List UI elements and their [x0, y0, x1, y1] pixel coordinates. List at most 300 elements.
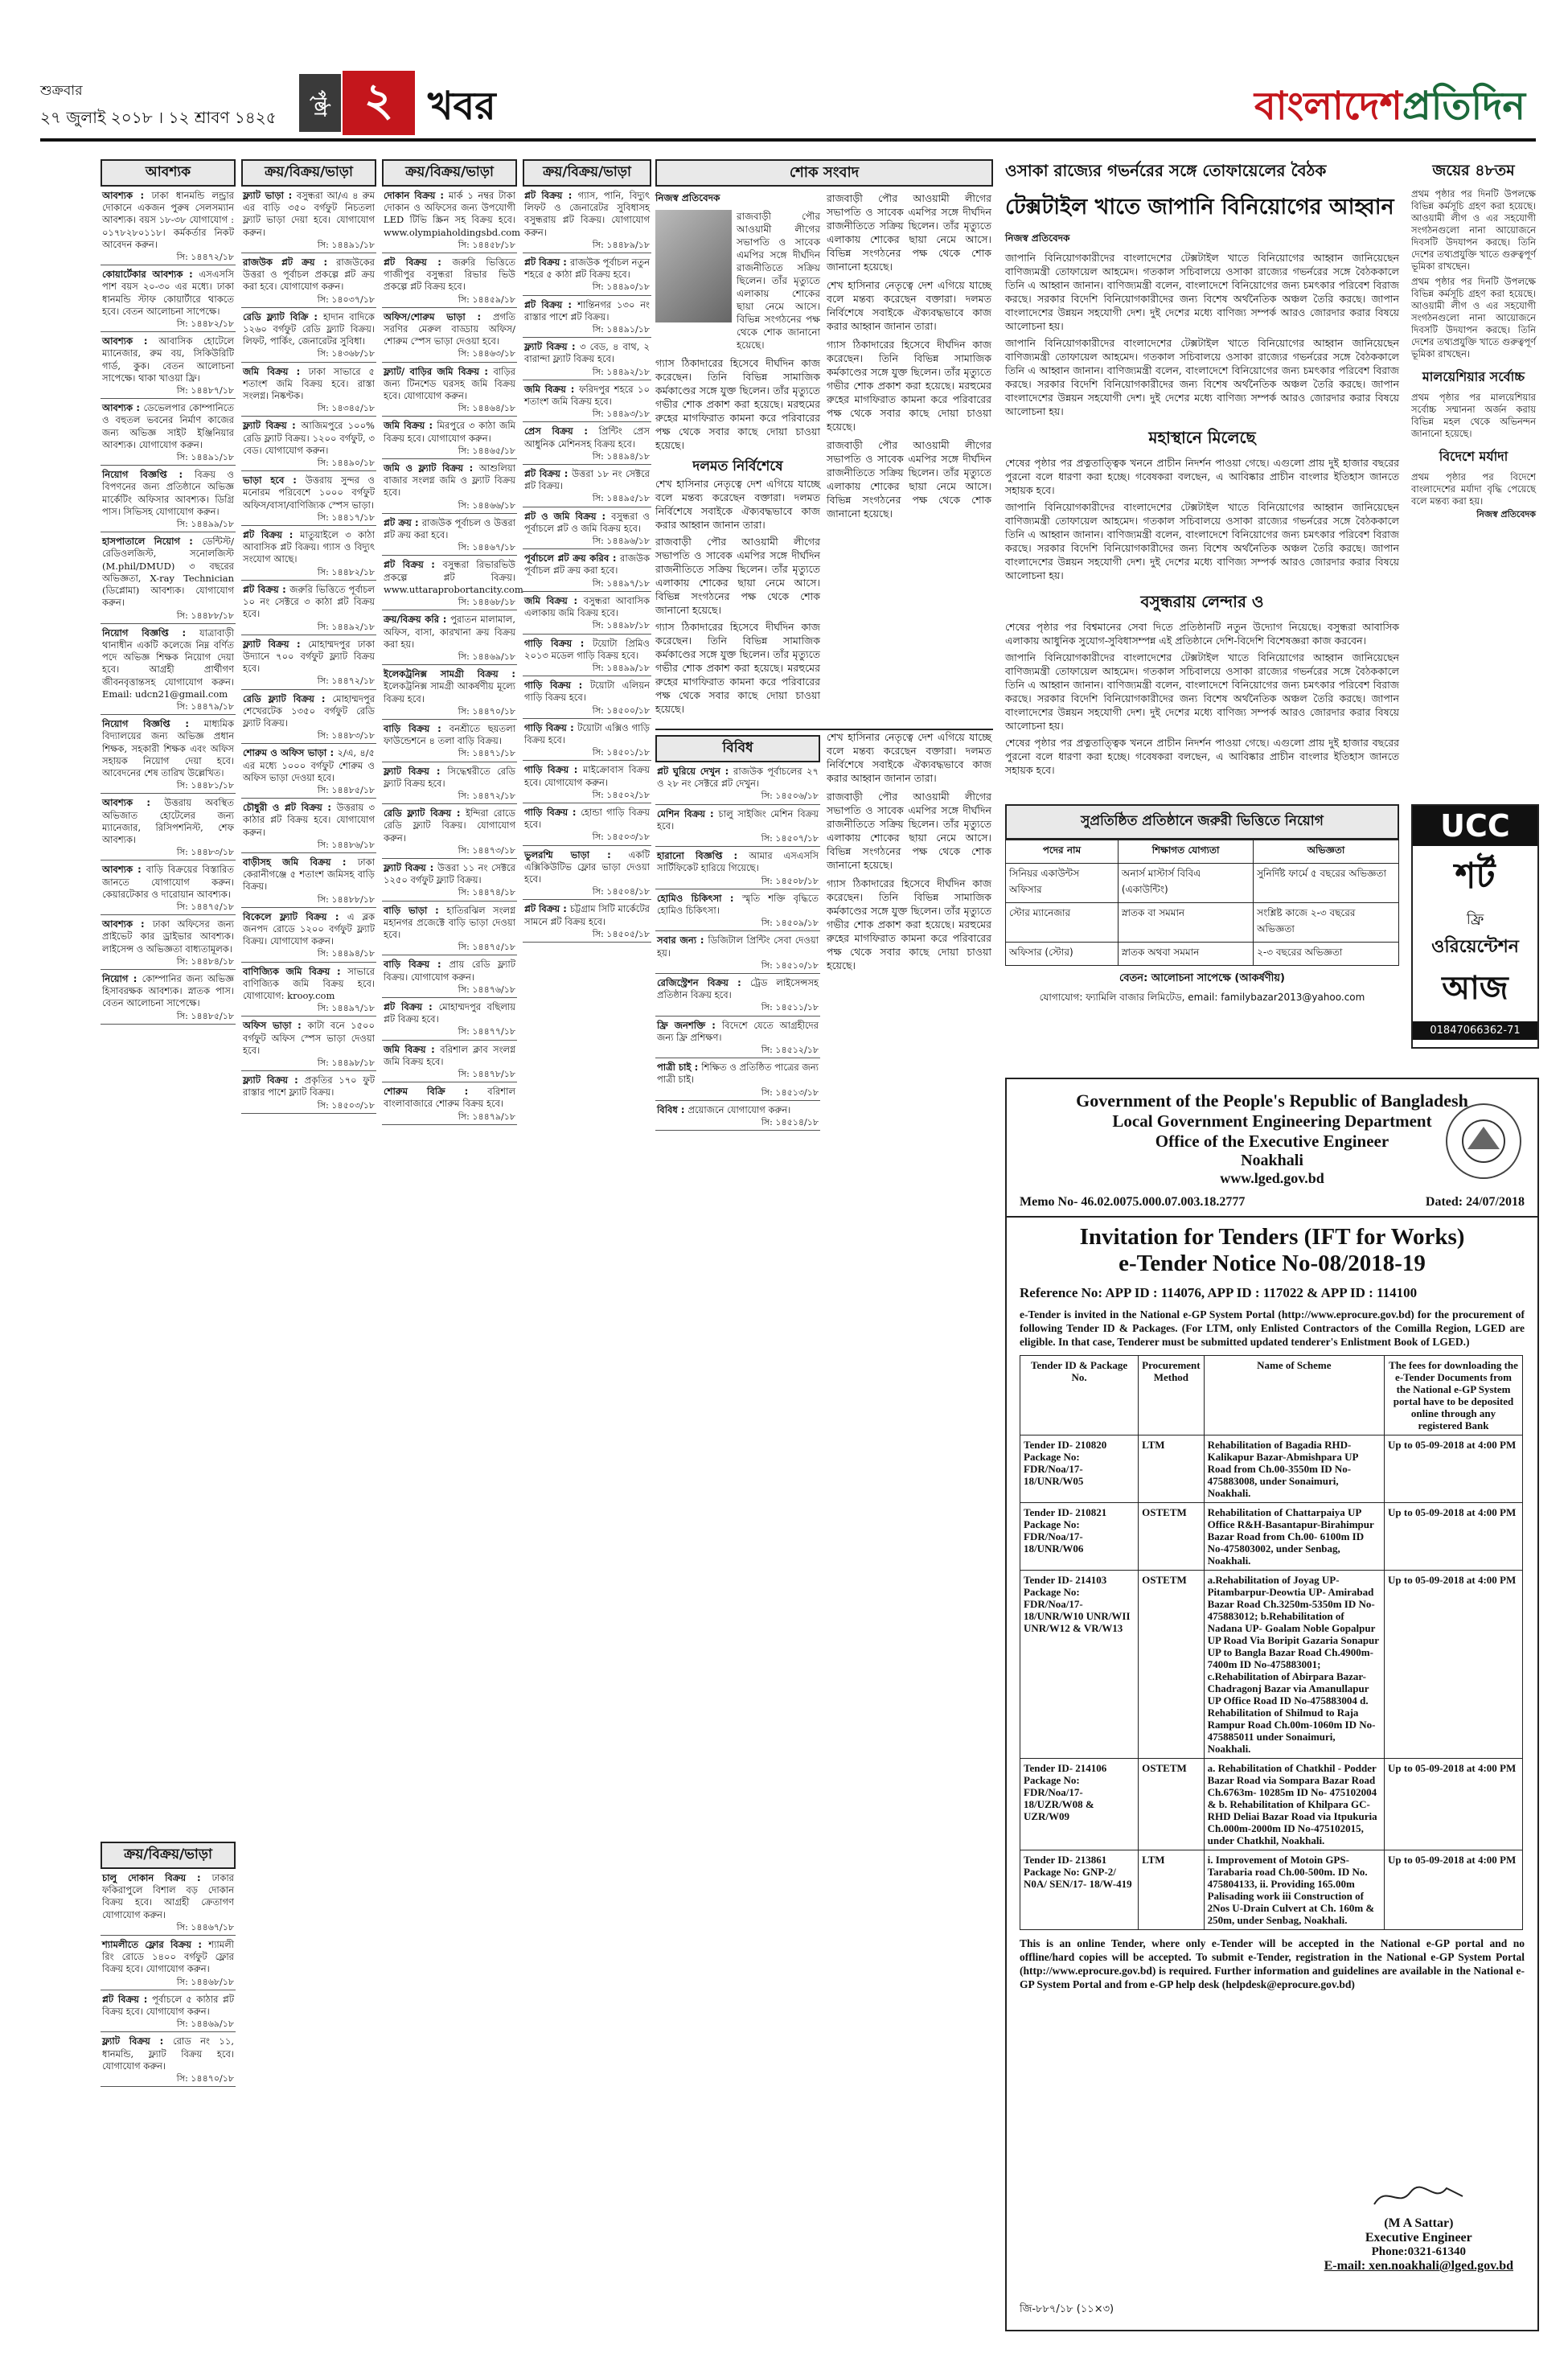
ad-text: বসুন্ধরা আবাসিক এলাকায় জমি বিক্রয় হবে।: [524, 594, 650, 619]
ad-ref: সি: ১৪৪৭২/১৮: [458, 790, 515, 801]
ad-ref: সি: ১৪০৩৭/১৮: [317, 294, 375, 305]
ad-lead: ইলেকট্রনিক্স সামগ্রী বিক্রয় :: [384, 668, 515, 680]
ad-ref: সি: ১৪৫০০/১৮: [592, 704, 650, 716]
day-of-week: শুক্রবার: [40, 83, 83, 99]
ad-text: ২/এ, ৪/৫ এর মধ্যে ১০০০ বর্গফুট শোরুম ও অফিস ভাড়া দেওয়া হবে।: [243, 747, 375, 783]
ad-lead: প্লট বিক্রয় :: [384, 1000, 439, 1012]
vacancy-cell: ২-৩ বছরের অভিজ্ঞতা: [1254, 943, 1399, 966]
classified-ad: [523, 380, 651, 423]
ad-lead: প্লট বিক্রয় :: [524, 298, 578, 310]
ad-lead: রেজিস্ট্রেশন বিক্রয় :: [657, 977, 750, 989]
ad-lead: প্লট বিক্রয় :: [384, 257, 453, 269]
classified-ad: [101, 265, 236, 332]
classified-ad: [101, 915, 236, 970]
obituary-col2-text3: গ্যাস ঠিকাদারের হিসেবে দীর্ঘদিন কাজ করেছেন। তিনি বিভিন্ন সামাজিক কর্মকাণ্ডের সঙ্গে যুক্ত ছিলেন। তাঁর মৃত্যুতে গভীর শোক প্রকাশ করা হয়েছে। মরহুমের রুহের মাগফিরাত কামনা করে পরিবারের পক্ষ থেকে সবার কাছে দোয়া চাওয়া হয়েছে।: [827, 339, 991, 433]
lged-logo: [1446, 1103, 1521, 1179]
coaching-phone: 01847066362-71: [1413, 1021, 1537, 1040]
ad-text: ইলেকট্রনিক্স সামগ্রী আকর্ষণীয় মূল্যে বিক্রয় হবে।: [384, 680, 515, 704]
tender-phone: Phone:0321-61340: [1371, 2245, 1467, 2258]
ad-text: পূর্বাচলে ৫ কাঠার প্লট বিক্রয় হবে। যোগাযোগ করুন।: [102, 1993, 235, 2018]
classified-ad: [241, 581, 376, 635]
ad-ref: সি: ১৪৪৯৭/১৮: [317, 1003, 375, 1014]
tender-cell: LTM: [1139, 1850, 1204, 1930]
classified-ad: [241, 853, 376, 908]
ad-ref: সি: ১৪৪৬৬/১৮: [458, 499, 515, 511]
classified-list: [382, 187, 523, 1125]
classified-ad: [382, 804, 517, 859]
ad-ref: সি: ১৪৫১৪/১৮: [761, 1117, 819, 1128]
ad-text: টয়োটা এলিয়ন গাড়ি বিক্রয় হবে।: [524, 680, 650, 704]
ad-ref: সি: ১৪৪৭২/১৮: [176, 252, 234, 263]
tender-cell: Tender ID- 210820 Package No: FDR/Noa/17-18/UNR/W05: [1020, 1435, 1139, 1503]
classified-list: [101, 1869, 236, 2087]
ad-text: ডেন্টিস্ট/রেডিওলজিস্ট, সনোলজিস্ট (M.phil/DMUD) ৩ বছরের অভিজ্ঞতা, X-ray Technician (ডিপ্লোমা) আবশ্যক। যোগাযোগ করুন।: [102, 536, 234, 609]
classified-ad: [655, 931, 820, 974]
ad-lead: ফ্ল্যাট ভাড়া :: [243, 190, 297, 201]
tender-cell: Tender ID- 214106 Package No: FDR/Noa/17-18/UZR/W08 & UZR/W09: [1020, 1759, 1139, 1850]
classified-ad: [241, 963, 376, 1017]
ad-lead: বাড়ি বিক্রয় :: [384, 959, 449, 971]
classified-ad: [101, 715, 236, 794]
ad-text: বসুন্ধরা আ/এ ৪ রুম এর বাড়ি ৩৫০ বর্গফুট নিচতলা ফ্ল্যাট ভাড়া দেয়া হবে। যোগাযোগ করুন।: [243, 190, 375, 238]
ad-ref: সি: ১৪৪৭৩/১৮: [458, 844, 515, 856]
ad-text: চট্টগ্রাম সিটি মার্কেটের সামনে প্লট বিক্রয় হবে।: [524, 903, 650, 927]
vacancy-header: পদের নাম: [1006, 840, 1119, 864]
ad-ref: সি: ১৪৫০৩/১৮: [592, 832, 650, 843]
logo-part-a: বাংলাদেশ: [1254, 84, 1402, 129]
ad-text: উত্তরা ১৮ নং সেক্টরে প্লট বিক্রয়।: [524, 468, 651, 492]
coaching-line4: আজ: [1442, 970, 1508, 1007]
ad-lead: আবশ্যক :: [102, 918, 153, 930]
vacancy-header: শিক্ষাগত যোগ্যতা: [1118, 840, 1253, 864]
ad-text: শিক্ষিত ও প্রতিষ্ঠিত পাত্রের জন্য পাত্রী চাই।: [657, 1062, 819, 1086]
lead-byline: নিজস্ব প্রতিবেদক: [1005, 232, 1070, 244]
tender-cell: Tender ID- 214103 Package No: FDR/Noa/17-18/UNR/W10 UNR/WII UNR/W12 & VR/W13: [1020, 1571, 1139, 1759]
issue-date: ২৭ জুলাই ২০১৮ । ১২ শ্রাবণ ১৪২৫: [40, 108, 277, 127]
classified-ad: [101, 794, 236, 860]
ad-ref: সি: ১৪৪৮১/১৮: [176, 780, 234, 791]
ad-text: বনশ্রীতে ছয়তলা ফাউন্ডেশনে ৪ তলা বাড়ি বিক্রয়।: [384, 722, 515, 747]
classified-ad: [241, 526, 376, 581]
classified-ad: [382, 902, 517, 956]
tender-cell: Rehabilitation of Chattarpaiya UP Office R&H-Basantapur-Birahimpur Bazar Road from Ch.00- 6100m ID No-475803002, under Senbag, Noakhali.: [1204, 1503, 1384, 1571]
subsection-text-cont2: গ্যাস ঠিকাদারের হিসেবে দীর্ঘদিন কাজ করেছেন। তিনি বিভিন্ন সামাজিক কর্মকাণ্ডের সঙ্গে যুক্ত ছিলেন। তাঁর মৃত্যুতে গভীর শোক প্রকাশ করা হয়েছে। মরহুমের রুহের মাগফিরাত কামনা করে পরিবারের পক্ষ থেকে সবার কাছে দোয়া চাওয়া হয়েছে।: [655, 621, 820, 715]
tender-title1: Invitation for Tenders (IFT for Works): [1079, 1224, 1465, 1250]
ad-ref: সি: ১৪৪৯০/১৮: [592, 281, 650, 293]
ad-ref: সি: ১৪৪৯২/১৮: [592, 366, 650, 377]
classified-ad: [382, 363, 517, 417]
ad-ref: সি: ১৪৪৮৮/১৮: [176, 610, 234, 621]
classified-ad: [241, 690, 376, 745]
classified-ad: [101, 332, 236, 399]
ad-ref: সি: ১৪৪৬৯/১৮: [176, 2019, 234, 2030]
ad-lead: গাড়ি বিক্রয় :: [524, 680, 590, 692]
ad-text: মিরপুরে ৩ কাঠা জমি বিক্রয় হবে। যোগাযোগ করুন।: [384, 420, 515, 444]
ad-text: ইন্দিরা রোডে রেডি ফ্ল্যাট বিক্রয়। যোগাযোগ করুন।: [384, 807, 515, 844]
basundhara-text: শেষের পৃষ্ঠার পর বিশ্বমানের সেবা দিতে প্রতিষ্ঠানটি নতুন উদ্যোগ নিয়েছে। বসুন্ধরা আবাসিক এলাকায় আধুনিক সুযোগ-সুবিধাসম্পন্ন এই প্রতিষ্ঠানে দেশি-বিদেশি বিশেষজ্ঞরা কাজ করবেন।: [1005, 621, 1399, 647]
ad-ref: সি: ১৪৪৭৬/১৮: [458, 984, 515, 995]
tender-dept: Local Government Engineering Department: [1112, 1111, 1432, 1131]
coaching-line1: শর্ট: [1455, 856, 1496, 897]
ad-lead: গাড়ি বিক্রয় :: [524, 721, 578, 733]
classified-column-3: [382, 159, 523, 1125]
tender-notice: [1005, 1078, 1539, 2331]
ad-lead: হোমিও চিকিৎসা :: [657, 892, 742, 904]
ad-ref: সি: ১৪৪৬৭/১৮: [176, 1921, 234, 1932]
ad-text: যাত্রাবাড়ী থানাধীন একটি কলেজে নিম্ন বর্ণিত পদে অভিজ্ঞ শিক্ষক নিয়োগ দেয়া হবে। আগ্রহী প্রার্থীগণ জীবনবৃত্তান্তসহ যোগাযোগ করুন। Email: udcn21@gmail.com: [102, 626, 234, 700]
classified-ad: [241, 908, 376, 963]
ad-lead: নিয়োগ :: [102, 972, 142, 984]
ad-ref: সি: ১৪৫০৬/১৮: [761, 791, 819, 802]
ad-ref: সি: ১৪৪৭৪/১৮: [458, 887, 515, 898]
ad-text: পুরাতন মালামাল, অফিস, বাসা, কারখানা ক্রয় বিক্রয় করা হয়।: [384, 614, 515, 650]
ad-text: মোহাম্মদপুর ঢাকা উদ্যানে ৭০০ বর্গফুট ফ্ল্যাট বিক্রয় হবে।: [243, 638, 375, 675]
ad-lead: প্লট ক্রয় :: [384, 516, 422, 528]
ad-ref: সি: ১৪৪৬৫/১৮: [458, 445, 515, 456]
lead-text: জাপানি বিনিয়োগকারীদের বাংলাদেশের টেক্সটাইল খাতে বিনিয়োগের আহ্বান জানিয়েছেন বাণিজ্যমন্ত্রী তোফায়েল আহমেদ। গতকাল সচিবালয়ে ওসাকা রাজ্যের গভর্নরের সঙ্গে বৈঠককালে তিনি এ আহ্বান জানান। বাণিজ্যমন্ত্রী বলেন, বাংলাদেশে বিনিয়োগের জন্য চমৎকার পরিবেশ বিরাজ করছে। সরকার বিদেশি বিনিয়োগকারীদের জন্য বিশেষ অর্থনৈতিক অঞ্চল তৈরি করছে। জাপান বাংলাদেশের উন্নয়ন সহযোগী দেশ। দুই দেশের মধ্যে বাণিজ্য সম্পর্ক আরও জোরদার করার বিষয়ে আলোচনা হয়।: [1005, 252, 1399, 332]
coaching-brand: UCC: [1413, 806, 1537, 846]
classified-ad: [241, 471, 376, 526]
classified-ad: [523, 900, 651, 943]
ad-text: গ্যাস, পানি, বিদ্যুৎ লিফট ও জেনারেটর সুবিধাসহ বসুন্ধরায় প্লট বিক্রয়। যোগাযোগ করুন।: [524, 190, 650, 238]
ad-lead: জমি বিক্রয় :: [384, 1043, 441, 1055]
obituary-intro: রাজবাড়ী পৌর আওয়ামী লীগের সভাপতি ও সাবেক এমপির সঙ্গে দীর্ঘদিন রাজনীতিতে সক্রিয় ছিলেন। তাঁর মৃত্যুতে এলাকায় শোকের ছায়া নেমে আসে। বিভিন্ন সংগঠনের পক্ষ থেকে শোক জানানো হয়েছে।: [737, 211, 820, 351]
classified-ad: [241, 799, 376, 853]
ad-lead: শ্যামলীতে ফ্লোর বিক্রয় :: [102, 1939, 209, 1951]
ad-lead: ফ্ল্যাট বিক্রয় :: [384, 861, 437, 873]
ad-ref: সি: ১৪৪৯৯/১৮: [176, 519, 234, 530]
malaysia-text: প্রথম পৃষ্ঠার পর মালয়েশিয়ার সর্বোচ্চ সম্মাননা অর্জন করায় বিভিন্ন মহল থেকে অভিনন্দন জানানো হয়েছে।: [1411, 392, 1536, 439]
ad-ref: সি: ১৪৫০৫/১৮: [592, 928, 650, 939]
tender-row: [1020, 1759, 1523, 1850]
classified-ad: [523, 253, 651, 296]
ad-ref: সি: ১৪৩৪৫/১৮: [317, 403, 375, 414]
classified-ad: [382, 556, 523, 610]
ad-ref: সি: ১৪৫০২/১৮: [592, 789, 650, 800]
vacancy-cell: স্টোর ম্যানেজার: [1006, 903, 1119, 943]
ad-ref: সি: ১৪৪৮৩/১৮: [317, 730, 375, 741]
basundhara-text-cont2: শেষের পৃষ্ঠার পর প্রত্নতাত্ত্বিক খননে প্রাচীন নিদর্শন পাওয়া গেছে। এগুলো প্রায় দুই হাজার বছরের পুরনো বলে ধারণা করা হচ্ছে। গবেষকরা বলছেন, এ আবিষ্কার প্রাচীন বাংলার ইতিহাস জানতে সহায়ক হবে।: [1005, 737, 1399, 776]
ad-lead: আবশ্যক :: [102, 335, 159, 347]
tender-website: www.lged.gov.bd: [1220, 1170, 1324, 1186]
vacancy-title: সুপ্রতিষ্ঠিত প্রতিষ্ঠানে জরুরী ভিত্তিতে নিয়োগ: [1005, 804, 1399, 840]
subsection-text-cont: রাজবাড়ী পৌর আওয়ামী লীগের সভাপতি ও সাবেক এমপির সঙ্গে দীর্ঘদিন রাজনীতিতে সক্রিয় ছিলেন। তাঁর মৃত্যুতে এলাকায় শোকের ছায়া নেমে আসে। বিভিন্ন সংগঠনের পক্ষ থেকে শোক জানানো হয়েছে।: [655, 536, 820, 616]
tender-title2: e-Tender Notice No-08/2018-19: [1119, 1251, 1426, 1276]
classified-column-2: [241, 159, 376, 1114]
ad-lead: গাড়ি বিক্রয় :: [524, 637, 593, 649]
classified-ad: [382, 187, 521, 253]
ad-lead: ফ্ল্যাট/ বাড়ির জমি বিক্রয় :: [384, 365, 494, 377]
obituary-text: গ্যাস ঠিকাদারের হিসেবে দীর্ঘদিন কাজ করেছেন। তিনি বিভিন্ন সামাজিক কর্মকাণ্ডের সঙ্গে যুক্ত ছিলেন। তাঁর মৃত্যুতে গভীর শোক প্রকাশ করা হয়েছে। মরহুমের রুহের মাগফিরাত কামনা করে পরিবারের পক্ষ থেকে সবার কাছে দোয়া চাওয়া হয়েছে।: [655, 357, 820, 451]
column-heading: ক্রয়/বিক্রয়/ভাড়া: [101, 1842, 236, 1869]
ad-text: প্রয়োজনে যোগাযোগ করুন।: [688, 1103, 791, 1115]
ad-text: প্রকৃতির ১৭০ ফুট রাস্তার পাশে ফ্ল্যাট বিক্রয়।: [243, 1074, 375, 1099]
bideshe-text: প্রথম পৃষ্ঠার পর বিদেশে বাংলাদেশের মর্যাদা বৃদ্ধি পেয়েছে বলে মন্তব্য করা হয়।: [1411, 471, 1536, 507]
ad-ref: সি: ১৪৫১২/১৮: [761, 1045, 819, 1056]
tender-signer: (M A Sattar): [1384, 2216, 1454, 2230]
ad-text: রোড নং ১১, ধানমন্ডি, ফ্ল্যাট বিক্রয় হবে। যোগাযোগ করুন।: [102, 2035, 234, 2072]
ad-text: উত্তরা ১১ নং সেক্টরে ১২৫০ বর্গফুট ফ্ল্যাট বিক্রয়।: [384, 861, 515, 886]
tender-reference: Reference No: APP ID : 114076, APP ID : 117022 & APP ID : 114100: [1020, 1285, 1418, 1300]
ad-ref: সি: ১৪৪৯৪/১৮: [592, 450, 650, 462]
ad-text: প্রিন্টিং প্রেস আধুনিক মেশিনসহ বিক্রয় হবে।: [524, 425, 650, 450]
vacancy-row: [1006, 903, 1399, 943]
ad-lead: প্লট ও জমি বিক্রয় :: [524, 510, 612, 522]
tender-header: Name of Scheme: [1204, 1356, 1384, 1435]
classified-ad: [241, 417, 376, 471]
ad-ref: সি: ১৪৪৮৫/১৮: [176, 1010, 234, 1021]
ad-text: রাজউক পূর্বাচল ও উত্তরা প্লট ক্রয় করা হবে।: [384, 516, 515, 541]
ad-ref: সি: ১৪৪৯৫/১৮: [592, 493, 650, 504]
ad-ref: সি: ১৪৪৭৫/১৮: [176, 901, 234, 912]
ad-lead: বাণিজ্যিক জমি বিক্রয় :: [243, 965, 348, 977]
classified-ad: [382, 514, 517, 557]
ad-ref: সি: ১৪৪৭০/১৮: [458, 705, 515, 717]
ad-lead: জমি বিক্রয় :: [524, 383, 580, 395]
ad-lead: সবার জন্য :: [657, 934, 708, 947]
ad-ref: সি: ১৪৫০৭/১৮: [761, 833, 819, 844]
vacancy-cell: সিনিয়র একাউন্টস অফিসার: [1006, 864, 1119, 903]
ad-lead: অফিস ভাড়া :: [243, 1020, 308, 1032]
ad-text: বিক্রয় ও বিপণনের জন্য প্রতিষ্ঠানে অভিজ্ঞ মার্কেটিং অফিসার আবশ্যক। ডিগ্রি পাস। সিভিসহ যোগাযোগ করুন।: [102, 469, 234, 517]
tender-header: Procurement Method: [1139, 1356, 1204, 1435]
vacancy-row: [1006, 943, 1399, 966]
ad-text: রাজউক পূর্বাচলের ২৭ ও ২৮ নং সেক্টরে প্লট দেখুন।: [657, 766, 819, 790]
ad-lead: প্লট বিক্রয় :: [524, 190, 578, 201]
ad-text: ফরিদপুর শহরে ১০ শতাংশ জমি বিক্রয় হবে।: [524, 383, 650, 408]
ad-lead: জমি বিক্রয় :: [243, 365, 309, 377]
ad-text: জরুরি ভিত্তিতে পূর্বাচল ১০ নং সেক্টরে ৩ কাঠা প্লট বিক্রয় হবে।: [243, 583, 376, 620]
lead-kicker: ওসাকা রাজ্যের গভর্নরের সঙ্গে তোফায়েলের বৈঠক: [1005, 161, 1327, 180]
column-heading: ক্রয়/বিক্রয়/ভাড়া: [382, 159, 517, 187]
ad-text: সিদ্ধেশ্বরীতে রেডি ফ্ল্যাট বিক্রয় হবে।: [384, 765, 515, 789]
ad-ref: সি: ১৪৪৬৮/১৮: [176, 1976, 234, 1987]
classified-ad: [241, 308, 376, 363]
subsection-title: দলমত নির্বিশেষে: [692, 458, 783, 474]
ad-ref: সি: ১৪৪৮৮/১৮: [317, 893, 375, 905]
classified-ad: [382, 308, 517, 363]
ad-ref: সি: ১৪৪৯০/১৮: [317, 458, 375, 469]
classified-ad: [523, 846, 651, 901]
tender-header: The fees for downloading the e-Tender Documents from the National e-GP System portal have to be deposited online through any registered Bank: [1385, 1356, 1523, 1435]
vacancy-cell: সুনির্দিষ্ট ফার্মে ৫ বছরের অভিজ্ঞতা: [1254, 864, 1399, 903]
ad-text: হাদান বাদিকে ১২৬০ বর্গফুট রেডি ফ্ল্যাট বিক্রয়। লিফট, পার্কিং, জেনারেটর সুবিধা।: [243, 310, 375, 347]
ad-lead: প্লট ঘুরিয়ে দেখুন :: [657, 766, 733, 777]
ad-text: রাজউকের উত্তরা ও পূর্বাচল প্রকল্পে প্লট ক্রয় করা হবে। যোগাযোগ করুন।: [243, 257, 375, 293]
ad-ref: সি: ১৪৪৮৯/১৮: [592, 239, 650, 250]
classified-ad: [523, 676, 651, 719]
ad-text: হাতিরঝিল সংলগ্ন মহানগর প্রজেক্টে বাড়ি ভাড়া দেওয়া হবে।: [384, 904, 515, 940]
ad-ref: সি: ১৪৪৫৮/১৮: [458, 239, 515, 250]
ad-text: আজিমপুরে ১০০% রেডি ফ্ল্যাট বিক্রয়। ১২০০ বর্গফুট, ৩ বেড। যোগাযোগ করুন।: [243, 420, 375, 456]
ad-lead: ফ্ল্যাট বিক্রয় :: [384, 765, 448, 777]
ad-lead: ক্রয়/বিক্রয় করি :: [384, 614, 451, 626]
ad-text: বাড়ি বিক্রয়ের বিস্তারিত জানতে যোগাযোগ করুন। কেয়ারটেকার ও দারোয়ান আবশ্যক।: [102, 864, 234, 900]
classified-ad: [382, 1041, 517, 1083]
jayer-headline: জয়ের ৪৮তম: [1432, 162, 1515, 179]
classified-ad: [523, 465, 651, 507]
vacancy-row: [1006, 864, 1399, 903]
ad-text: শ্যামলী রিং রোডে ১৪০০ বর্গফুট ফ্লোর বিক্রয় হবে। যোগাযোগ করুন।: [102, 1939, 234, 1975]
ad-text: রাজউক পূর্বাচল প্লট ক্রয় করা হবে।: [524, 552, 650, 577]
classified-ad: [241, 253, 376, 308]
ad-text: শান্তিনগর ১৩০ নং রাস্তার পাশে প্লট বিক্রয়।: [524, 298, 651, 322]
ad-ref: সি: ১৪৪৬৮/১৮: [458, 597, 515, 608]
classified-ad: [101, 466, 236, 532]
classified-ad: [523, 635, 651, 677]
ad-ref: সি: ১৪৪৭৯/১৮: [458, 1111, 515, 1122]
ad-lead: অফিস/শোরুম ভাড়া :: [384, 310, 493, 322]
ad-lead: জমি ও ফ্ল্যাট বিক্রয় :: [384, 462, 479, 474]
tender-district: Noakhali: [1241, 1152, 1303, 1169]
ad-lead: বাড়ি বিক্রয় :: [384, 722, 449, 734]
ad-text: প্রগতি সরণির মেরুল বাড্ডায় অফিস/শোরুম স্পেস ভাড়া দেওয়া হবে।: [384, 310, 515, 347]
classified-ad: [655, 847, 820, 889]
classified-ad: [382, 859, 517, 902]
ad-lead: ভুলরশ্মি ভাড়া :: [524, 848, 629, 860]
ad-ref: সি: ১৪৪৮৫/১৮: [317, 784, 375, 795]
ad-lead: কোয়ার্টেকার আবশ্যক :: [102, 269, 199, 281]
ad-lead: ফ্ল্যাট বিক্রয় :: [524, 341, 581, 353]
ad-ref: সি: ১৪৪৬৯/১৮: [458, 651, 515, 662]
page-label: পৃষ্ঠা: [299, 74, 341, 132]
ad-lead: রেডি ফ্ল্যাট বিক্রয় :: [243, 692, 333, 704]
ad-text: প্রায় রেডি ফ্ল্যাট বিক্রয়। যোগাযোগ করুন।: [384, 959, 515, 983]
tender-header: Tender ID & Package No.: [1020, 1356, 1139, 1435]
ad-ref: সি: ১৪৪৭২/১৮: [317, 676, 375, 687]
ad-lead: জমি বিক্রয় :: [524, 594, 584, 606]
classified-column-1: [101, 159, 236, 1025]
ad-lead: নিয়োগ বিজ্ঞপ্তি :: [102, 718, 204, 730]
ad-ref: সি: ১৪৪৯৩/১৮: [592, 409, 650, 420]
classified-ad: [101, 1990, 236, 2033]
ad-text: মাতুয়াইলে ৩ কাঠা আবাসিক প্লট বিক্রয়। গ্যাস ও বিদ্যুৎ সংযোগ আছে।: [243, 529, 375, 565]
classified-ad: [655, 974, 820, 1017]
classified-ad: [523, 803, 651, 846]
ad-text: সাভারে বাণিজ্যিক জমি বিক্রয় হবে। যোগাযোগ: krooy.com: [243, 965, 375, 1001]
ad-ref: সি: ১৪৪৯৭/১৮: [592, 577, 650, 589]
classified-ad: [655, 1017, 820, 1059]
ad-ref: সি: ১৪৪৮৩/১৮: [176, 847, 234, 858]
ad-ref: সি: ১৪৪৯৮/১৮: [592, 620, 650, 631]
ad-text: হোন্ডা গাড়ি বিক্রয় হবে।: [524, 806, 650, 831]
ad-text: ঢাকা ধানমন্ডি লন্ড্রার দোকানে একজন পুরুষ সেলসম্যান আবশ্যক। বয়স ১৮-৩৮ যোগাযোগ : ০১৭৮২৮০১১৮। কর্মকর্তার নিকট আবেদন করুন।: [102, 190, 234, 250]
ad-lead: পাত্রী চাই :: [657, 1062, 702, 1074]
ad-ref: সি: ১৪৪৭৮/১৮: [458, 1069, 515, 1079]
ad-text: টয়োটা প্রিমিও ২০১৩ মডেল গাড়ি বিক্রয় হবে।: [524, 637, 650, 661]
ad-text: মোহাম্মদপুর বছিলায় প্লট বিক্রয় হবে।: [384, 1000, 516, 1025]
ad-text: উত্তরায় ৩ কাঠার প্লট বিক্রয় হবে। যোগাযোগ করুন।: [243, 802, 375, 838]
ad-lead: প্লট বিক্রয় :: [524, 903, 570, 915]
ad-lead: রেডি ফ্ল্যাট বিক্রি :: [243, 310, 323, 322]
misc-continued-text: শেখ হাসিনার নেতৃত্বে দেশ এগিয়ে যাচ্ছে বলে মন্তব্য করেছেন বক্তারা। দলমত নির্বিশেষে সবাইকে ঐক্যবদ্ধভাবে কাজ করার আহ্বান জানান তারা।: [827, 731, 991, 784]
ad-ref: সি: ১৪৪৭১/১৮: [458, 748, 515, 759]
ad-text: বসুন্ধরা রিভারভিউ প্রকল্পে প্লট বিক্রয়। www.uttaraprobortancity.com: [384, 559, 523, 595]
tender-cell: i. Improvement of Motoin GPS-Tarabaria road Ch.00-500m. ID No. 475804133, ii. Providing 165.00m Palisading work iii Construction of 2Nos U-Drain Culvert at Ch. 160m & 250m, under Senbag, Noakhali.: [1204, 1850, 1384, 1930]
tender-memo: Memo No- 46.02.0075.000.07.003.18.2777: [1020, 1195, 1246, 1209]
classified-ad: [655, 762, 820, 805]
ad-lead: হারানো বিজ্ঞপ্তি :: [657, 850, 749, 862]
vacancy-cell: সংশ্লিষ্ট কাজে ২-৩ বছরের অভিজ্ঞতা: [1254, 903, 1399, 943]
ad-text: মার্ক ১ নম্বর টাকা দোকান ও অফিসের জন্য উপযোগী LED টিভি স্ক্রিন সহ বিক্রয় হবে। www.olympiaholdingsbd.com: [384, 190, 521, 238]
ad-lead: বিকেলে ফ্ল্যাট বিক্রয় :: [243, 910, 347, 922]
ad-text: ট্রেড লাইসেন্সসহ প্রতিষ্ঠান বিক্রয় হবে।: [657, 977, 819, 1001]
tender-row: [1020, 1435, 1523, 1503]
classified-list: [523, 187, 651, 943]
ad-ref: সি: ১৪৪৮৬/১৮: [317, 839, 375, 850]
ad-lead: বাড়ি ভাড়া :: [384, 904, 447, 916]
ad-ref: সি: ১৪৫০৩/১৮: [317, 1099, 375, 1111]
ad-text: উত্তরায় অবস্থিত অভিজাত হোটেলের জন্য ম্যানেজার, রিসিপশনিস্ট, শেফ আবশ্যক।: [102, 797, 234, 845]
ad-lead: ফ্ল্যাট বিক্রয় :: [243, 420, 302, 432]
classified-ad: [523, 719, 651, 762]
ad-text: এ ব্লক জনপদ রোডে ১২০০ বর্গফুট ফ্ল্যাট বিক্রয়। যোগাযোগ করুন।: [243, 910, 375, 947]
ad-ref: সি: ১৪৪৭৯/১৮: [176, 700, 234, 712]
ad-ref: সি: ১৪৪৮৪/১৮: [176, 955, 234, 967]
ad-ref: সি: ১৪৪৯১/১৮: [317, 239, 375, 250]
ad-text: আশুলিয়া বাজার সংলগ্ন জমি ও ফ্ল্যাট বিক্রয় হবে।: [384, 462, 515, 499]
ad-lead: প্রেস বিক্রয় :: [524, 425, 599, 437]
ad-ref: সি: ১৪৪৯৪/১৮: [317, 948, 375, 959]
vacancy-cell: স্নাতক বা সমমান: [1118, 903, 1253, 943]
ad-ref: সি: ১৪৪৯১/১৮: [592, 324, 650, 335]
ad-ref: সি: ১৪৫০৯/১৮: [761, 918, 819, 929]
tender-cell: Up to 05-09-2018 at 4:00 PM: [1385, 1503, 1523, 1571]
ad-text: ঢাকা সাভারে ৫ শতাংশ জমি বিক্রয় হবে। রাস্তা সংলগ্ন। নিষ্কণ্টক।: [243, 365, 375, 402]
misc-continued-text2: রাজবাড়ী পৌর আওয়ামী লীগের সভাপতি ও সাবেক এমপির সঙ্গে দীর্ঘদিন রাজনীতিতে সক্রিয় ছিলেন। তাঁর মৃত্যুতে এলাকায় শোকের ছায়া নেমে আসে। বিভিন্ন সংগঠনের পক্ষ থেকে শোক জানানো হয়েছে।: [827, 791, 991, 871]
ad-ref: সি: ১৪৪৯৯/১৮: [592, 662, 650, 673]
tender-office: Office of the Executive Engineer: [1155, 1132, 1389, 1151]
classified-ad: [101, 187, 236, 265]
classified-ad: [101, 532, 236, 623]
classified-ad: [101, 860, 236, 915]
logo-part-b: প্রতিদিন: [1402, 84, 1526, 129]
ad-ref: সি: ১৪৫১১/১৮: [761, 1002, 819, 1013]
classified-ad: [382, 253, 517, 308]
classified-ad: [382, 417, 517, 459]
obituary-col2-text: রাজবাড়ী পৌর আওয়ামী লীগের সভাপতি ও সাবেক এমপির সঙ্গে দীর্ঘদিন রাজনীতিতে সক্রিয় ছিলেন। তাঁর মৃত্যুতে এলাকায় শোকের ছায়া নেমে আসে। বিভিন্ন সংগঠনের পক্ষ থেকে শোক জানানো হয়েছে।: [827, 192, 991, 273]
ad-text: রাজউক পূর্বাচল নতুন শহরে ৫ কাঠা প্লট বিক্রয় হবে।: [524, 257, 650, 281]
classified-ad: [241, 635, 376, 690]
classified-ad: [523, 338, 651, 380]
ad-ref: সি: ১৪৫০১/১৮: [592, 747, 650, 758]
ad-lead: আবশ্যক :: [102, 190, 152, 201]
classified-list: [241, 187, 376, 1114]
signature-icon: [1370, 2180, 1467, 2212]
ad-lead: গাড়ি বিক্রয় :: [524, 806, 581, 818]
classified-ad: [382, 459, 517, 514]
classified-ad: [101, 1936, 236, 1990]
newspaper-logo: [1254, 77, 1525, 141]
tender-cell: OSTETM: [1139, 1571, 1204, 1759]
vacancy-cell: অফিসার (স্টোর): [1006, 943, 1119, 966]
tender-row: [1020, 1571, 1523, 1759]
tender-cell: Up to 05-09-2018 at 4:00 PM: [1385, 1850, 1523, 1930]
obituary-col2-text4: রাজবাড়ী পৌর আওয়ামী লীগের সভাপতি ও সাবেক এমপির সঙ্গে দীর্ঘদিন রাজনীতিতে সক্রিয় ছিলেন। তাঁর মৃত্যুতে এলাকায় শোকের ছায়া নেমে আসে। বিভিন্ন সংগঠনের পক্ষ থেকে শোক জানানো হয়েছে।: [827, 439, 991, 520]
ad-text: ঢাকার ফকিরাপুলে বিশাল বড় দোকান বিক্রয় হবে। আগ্রহী ক্রেতাগণ যোগাযোগ করুন।: [102, 1872, 234, 1920]
tender-cell: LTM: [1139, 1435, 1204, 1503]
obituary-photo: [655, 210, 732, 322]
classified-column-1b: [101, 1842, 236, 2087]
bideshe-byline: নিজস্ব প্রতিবেদক: [1476, 509, 1536, 520]
classified-ad: [655, 889, 820, 932]
ad-ref: সি: ১৪৪৭০/১৮: [176, 2073, 234, 2084]
coaching-line3: ওরিয়েন্টেশন: [1431, 937, 1519, 957]
ad-lead: ফ্ল্যাট বিক্রয় :: [102, 2035, 173, 2047]
column-heading: ক্রয়/বিক্রয়/ভাড়া: [241, 159, 376, 187]
obituary-col2-text2: শেখ হাসিনার নেতৃত্বে দেশ এগিয়ে যাচ্ছে বলে মন্তব্য করেছেন বক্তারা। দলমত নির্বিশেষে সবাইকে ঐক্যবদ্ধভাবে কাজ করার আহ্বান জানান তারা।: [827, 279, 991, 332]
column-heading: ক্রয়/বিক্রয়/ভাড়া: [523, 159, 651, 187]
